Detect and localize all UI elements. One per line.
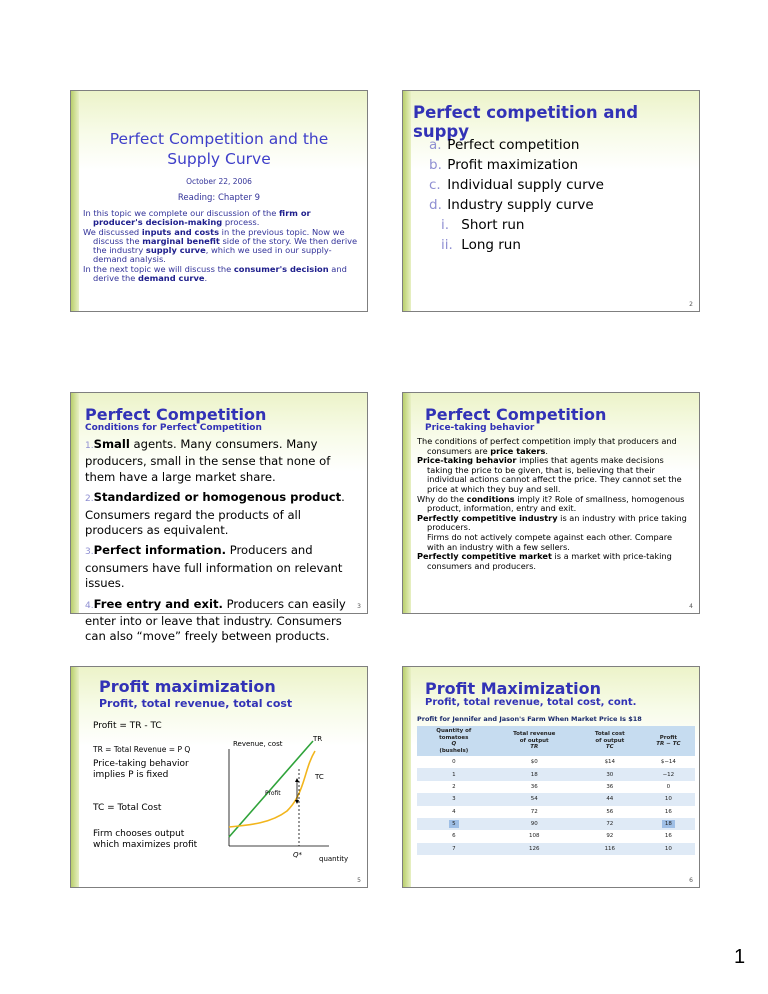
outline-item: b. Profit maximization — [429, 157, 579, 173]
slide-2 — [402, 90, 700, 312]
tc-label: TC — [315, 773, 324, 781]
table-cell: 10 — [664, 845, 672, 852]
column-header-tc: Total cost of output TC — [594, 731, 625, 751]
arrow-down-icon — [295, 800, 299, 804]
table-cell: 30 — [606, 771, 614, 778]
table-cell: 54 — [530, 796, 538, 803]
slide-number: 5 — [357, 877, 361, 884]
slide-subtitle: Profit, total revenue, total cost, cont. — [425, 697, 637, 708]
highlight-cell: 18 — [662, 820, 675, 828]
table-cell: 18 — [530, 771, 538, 778]
table-row — [417, 830, 695, 842]
table-cell — [642, 818, 695, 830]
tc-text: TC = Total Cost — [93, 803, 162, 813]
outline-item: a. Perfect competition — [429, 137, 580, 153]
table-cell: 16 — [664, 808, 672, 815]
y-axis-label: Revenue, cost — [233, 740, 283, 748]
table-cell: 3 — [452, 796, 456, 803]
x-axis-label: quantity — [319, 855, 349, 863]
table-cell: 7 — [452, 845, 456, 852]
table-cell: 6 — [452, 833, 456, 840]
table-cell: 72 — [530, 808, 538, 815]
condition-item: 4.Free entry and exit. Producers can easily enter into or leave that industry. Consumers can also “move” freely between products. — [85, 596, 346, 644]
slide-4 — [402, 392, 700, 614]
column-header-tr: Total revenue of output TR — [513, 731, 556, 751]
slide-subtitle: Price-taking behavior — [425, 423, 535, 433]
price-fixed-text: Price-taking behavior implies P is fixed — [93, 759, 189, 780]
table-cell: 36 — [530, 783, 538, 790]
table-cell: 44 — [606, 796, 614, 803]
slide-number: 2 — [689, 301, 693, 308]
profit-formula: Profit = TR - TC — [93, 721, 162, 731]
outline-item: c. Individual supply curve — [429, 177, 604, 193]
title-line-1: Perfect Competition and the — [109, 130, 329, 148]
qstar-label: Q* — [293, 851, 303, 859]
table-cell: 2 — [452, 783, 456, 790]
slide-title: Profit maximization — [99, 677, 276, 696]
table-cell — [417, 818, 491, 830]
table-cell: 92 — [606, 833, 614, 840]
table-cell: 0 — [666, 783, 671, 790]
slide-subtitle: Profit, total revenue, total cost — [99, 697, 293, 710]
slide-number: 4 — [689, 603, 693, 610]
highlight-cell: 5 — [449, 820, 459, 828]
slide-title — [81, 129, 357, 169]
intro-text — [83, 209, 361, 283]
title-line-2: Supply Curve — [167, 150, 271, 168]
table-cell: −12 — [662, 771, 675, 778]
page-number: 1 — [734, 946, 746, 968]
slide-title: Perfect Competition — [85, 405, 267, 424]
table-cell: 16 — [664, 833, 672, 840]
tr-formula: TR = Total Revenue = P Q — [93, 745, 191, 754]
intro-p1: In this topic we complete our discussion of the firm or producer's decision-making process. — [83, 208, 311, 228]
profit-table — [417, 726, 695, 855]
column-header-profit: Profit TR − TC — [656, 734, 681, 747]
slide-title: Perfect Competition — [425, 405, 607, 424]
table-row — [417, 818, 695, 830]
outline-list — [429, 135, 604, 255]
slide-3 — [70, 392, 368, 644]
table-cell: $0 — [530, 759, 538, 766]
table-cell: 90 — [530, 821, 538, 828]
intro-p2: We discussed inputs and costs in the previous topic. Now we discuss the marginal benefit side of the story. We then derive the industry supply curve, which we used in our supply-demand analysis. — [83, 226, 358, 265]
slide-number: 3 — [357, 603, 361, 610]
price-taking-text: The conditions of perfect competition imply that producers and consumers are price takers. Price-taking behavior implies that agents make decisions taking the price to be given, that is, believing that their individual actions cannot affect the price. They cannot set the price at which they buy and sell. Why do the conditions imply it? Role of smallness, homogenous product, information, entry and exit. Perfectly competitive industry is an industry with price taking producers. Firms do not actively compete against each other. Compare with an industry with a few sellers. Perfectly competitive market is a market with price-taking consumers and producers. — [417, 436, 687, 571]
table-title: Profit for Jennifer and Jason's Farm When Market Price Is $18 — [417, 715, 642, 723]
slide-title: Perfect competition and suppy — [413, 103, 639, 141]
table-header-row — [417, 726, 695, 756]
outline-subitem: ii. Long run — [441, 237, 521, 253]
table-cell: $14 — [604, 759, 616, 766]
condition-item: 3.Perfect information. Producers and consumers have full information on relevant issues. — [85, 543, 343, 591]
table-row — [417, 781, 695, 793]
profit-label: Profit — [265, 790, 281, 797]
column-header-quantity: Quantity of tomatoes Q (bushels) — [436, 728, 472, 754]
slide-number: 6 — [689, 877, 693, 884]
table-cell: 72 — [606, 821, 614, 828]
table-row — [417, 843, 695, 855]
table-cell: 116 — [604, 845, 616, 852]
condition-item: 1.Small agents. Many consumers. Many producers, small in the sense that none of them have a large market share. — [85, 437, 331, 484]
table-cell: 126 — [528, 845, 540, 852]
table-row — [417, 806, 695, 818]
arrow-up-icon — [295, 778, 299, 782]
slide-5 — [70, 666, 368, 888]
date: October 22, 2006 — [186, 177, 252, 186]
slide-title: Profit Maximization — [425, 679, 601, 698]
profit-graph — [189, 711, 361, 871]
table-row — [417, 793, 695, 805]
table-cell: $−14 — [660, 759, 676, 766]
table-cell: 108 — [528, 833, 540, 840]
firm-choice-text: Firm chooses output which maximizes profit — [93, 829, 198, 850]
tr-label: TR — [313, 735, 323, 743]
table-cell: 36 — [606, 783, 614, 790]
outline-item: d. Industry supply curve — [429, 197, 594, 213]
table-cell: 0 — [452, 759, 456, 766]
table-row — [417, 756, 695, 768]
reading: Reading: Chapter 9 — [177, 193, 261, 203]
table-cell: 4 — [452, 808, 456, 815]
table-row — [417, 768, 695, 780]
slide-1 — [70, 90, 368, 312]
table-cell: 1 — [452, 771, 456, 778]
intro-p3: In the next topic we will discuss the consumer's decision and derive the demand curve. — [83, 263, 347, 284]
conditions-list — [85, 437, 357, 650]
table-cell: 56 — [606, 808, 614, 815]
condition-item: 2.Standardized or homogenous product. Consumers regard the products of all producers as equivalent. — [85, 490, 345, 538]
profit-table-panel — [417, 715, 695, 855]
outline-subitem: i. Short run — [441, 217, 525, 233]
slide-subtitle: Conditions for Perfect Competition — [85, 423, 262, 433]
slide-6 — [402, 666, 700, 888]
table-cell: 10 — [664, 796, 672, 803]
